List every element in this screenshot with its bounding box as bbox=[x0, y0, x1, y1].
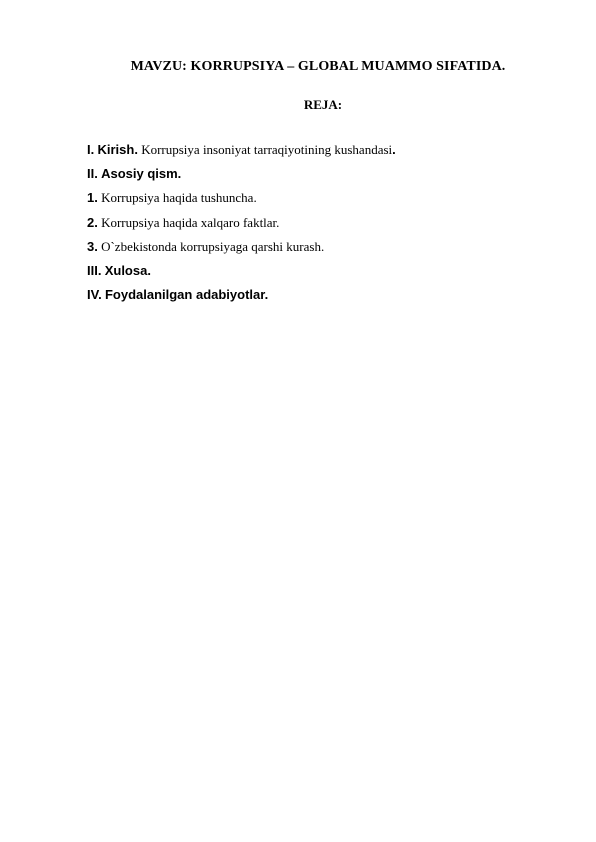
plan-item-number: IV. bbox=[87, 287, 102, 303]
plan-item-end: . bbox=[392, 142, 396, 157]
plan-item-number: III. bbox=[87, 262, 102, 278]
plan-item-1 bbox=[87, 138, 396, 162]
plan-item-text: Korrupsiya insoniyat tarraqiyotining kushandasi bbox=[141, 142, 393, 157]
plan-item-text: Korrupsiya haqida tushuncha. bbox=[101, 190, 257, 206]
plan-item-number: 3. bbox=[87, 238, 98, 254]
plan-item-heading: Kirish. bbox=[97, 142, 138, 157]
plan-item-number: 2. bbox=[87, 214, 98, 230]
plan-item-number: I. bbox=[87, 142, 95, 157]
plan-item-5 bbox=[87, 235, 396, 259]
plan-item-6 bbox=[87, 259, 396, 283]
plan-item-number: II. bbox=[87, 166, 98, 182]
document-title: MAVZU: KORRUPSIYA – GLOBAL MUAMMO SIFATIDA. bbox=[130, 59, 506, 74]
plan-item-heading: Asosiy qism. bbox=[101, 166, 182, 182]
plan-item-number: 1. bbox=[87, 190, 98, 206]
plan-item-3 bbox=[87, 186, 396, 210]
plan-item-heading: Foydalanilgan adabiyotlar. bbox=[104, 287, 269, 303]
plan-item-text: O`zbekistonda korrupsiyaga qarshi kurash. bbox=[101, 238, 325, 254]
plan-item-2 bbox=[87, 162, 396, 186]
plan-item-4 bbox=[87, 211, 396, 235]
plan-item-text: Korrupsiya haqida xalqaro faktlar. bbox=[101, 214, 280, 230]
plan-item-heading: Xulosa. bbox=[104, 262, 151, 278]
document-subtitle: REJA: bbox=[303, 97, 343, 112]
plan-list bbox=[87, 138, 396, 307]
plan-item-7 bbox=[87, 283, 396, 307]
